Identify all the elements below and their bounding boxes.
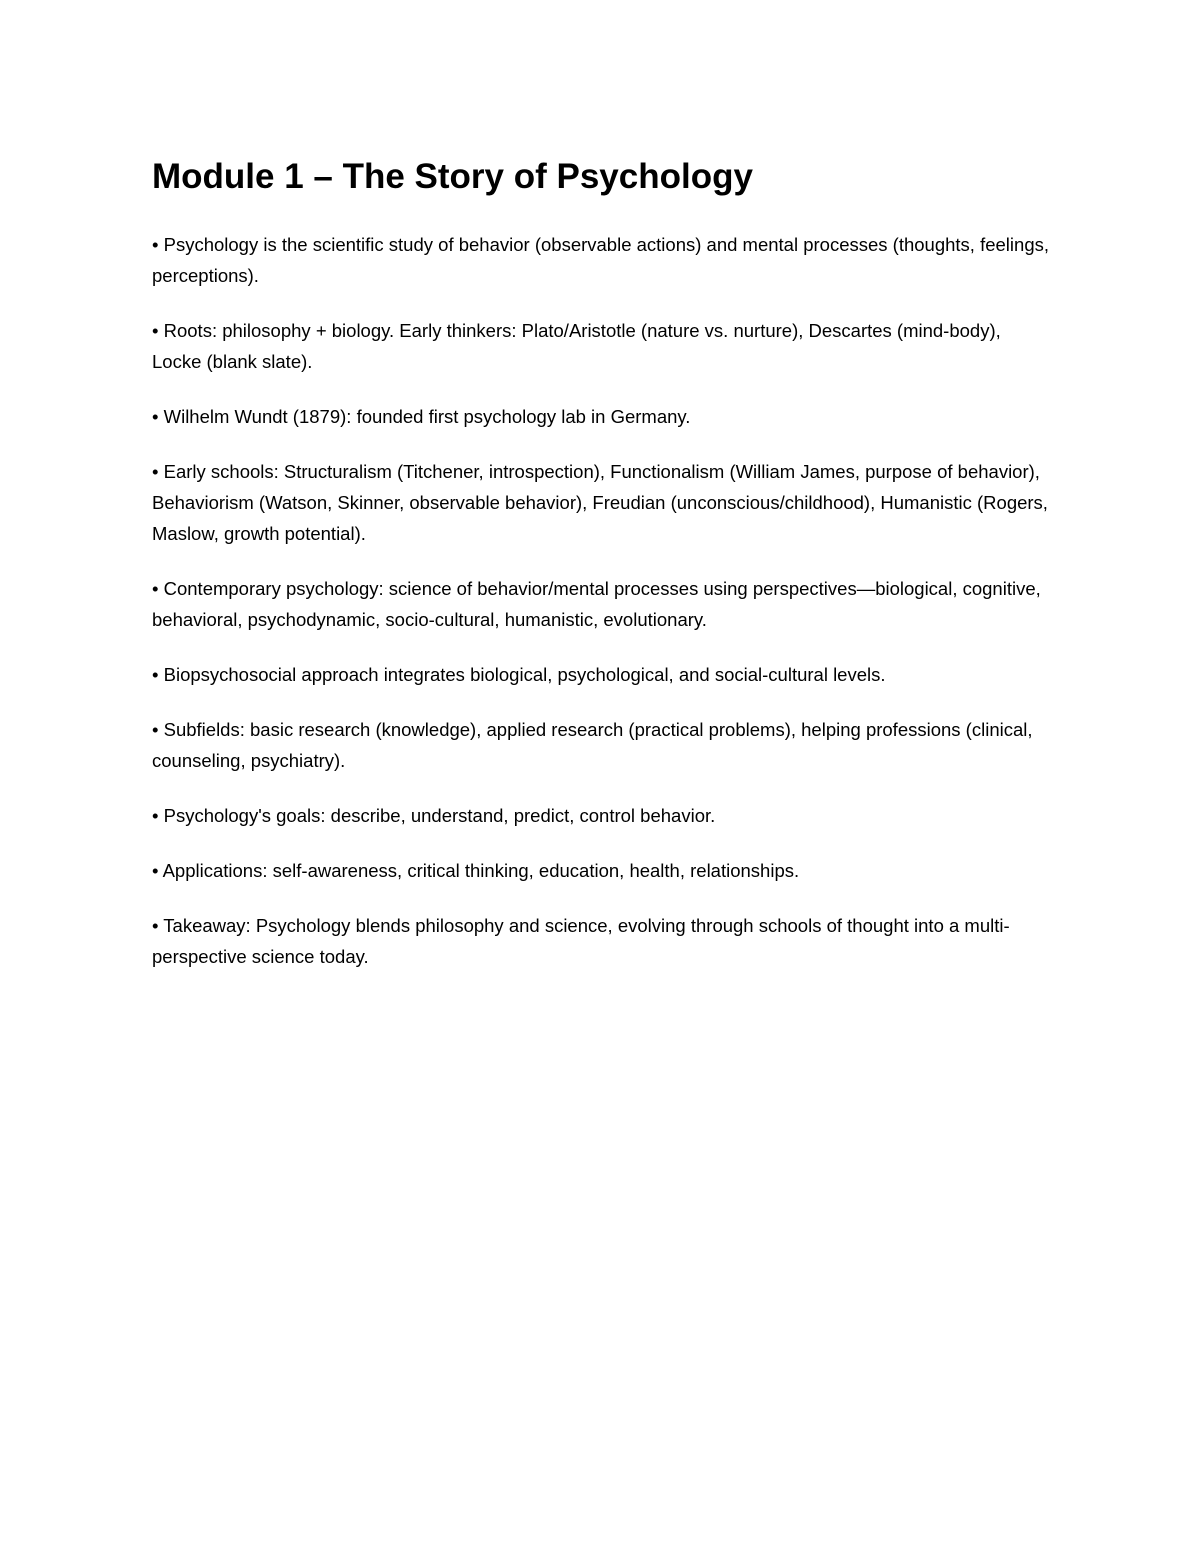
- bullet-definition: • Psychology is the scientific study of behavior (observable actions) and mental processes (thoughts, feelings, perceptions).: [152, 234, 1049, 286]
- bullet-biopsychosocial: • Biopsychosocial approach integrates biological, psychological, and social-cultural levels.: [152, 664, 886, 685]
- document-title: Module 1 – The Story of Psychology: [152, 157, 753, 196]
- document-content: [152, 155, 1052, 996]
- bullet-applications: • Applications: self-awareness, critical thinking, education, health, relationships.: [152, 860, 800, 881]
- bullet-subfields: • Subfields: basic research (knowledge), applied research (practical problems), helping professions (clinical, counseling, psychiatry).: [152, 719, 1033, 771]
- bullet-takeaway: • Takeaway: Psychology blends philosophy and science, evolving through schools of thought into a multi-perspective science today.: [152, 915, 1010, 967]
- bullet-early-schools: • Early schools: Structuralism (Titchener, introspection), Functionalism (William James, purpose of behavior), Behaviorism (Watson, Skinner, observable behavior), Freudian (unconscious/childhood), Humanistic (Rogers, Maslow, growth potential).: [152, 461, 1048, 544]
- bullet-roots: • Roots: philosophy + biology. Early thinkers: Plato/Aristotle (nature vs. nurture), Descartes (mind-body), Locke (blank slate).: [152, 320, 1001, 372]
- bullet-wundt: • Wilhelm Wundt (1879): founded first psychology lab in Germany.: [152, 406, 691, 427]
- bullet-contemporary: • Contemporary psychology: science of behavior/mental processes using perspectives—biological, cognitive, behavioral, psychodynamic, socio-cultural, humanistic, evolutionary.: [152, 578, 1041, 630]
- bullet-list: [152, 229, 1052, 972]
- bullet-goals: • Psychology's goals: describe, understand, predict, control behavior.: [152, 805, 716, 826]
